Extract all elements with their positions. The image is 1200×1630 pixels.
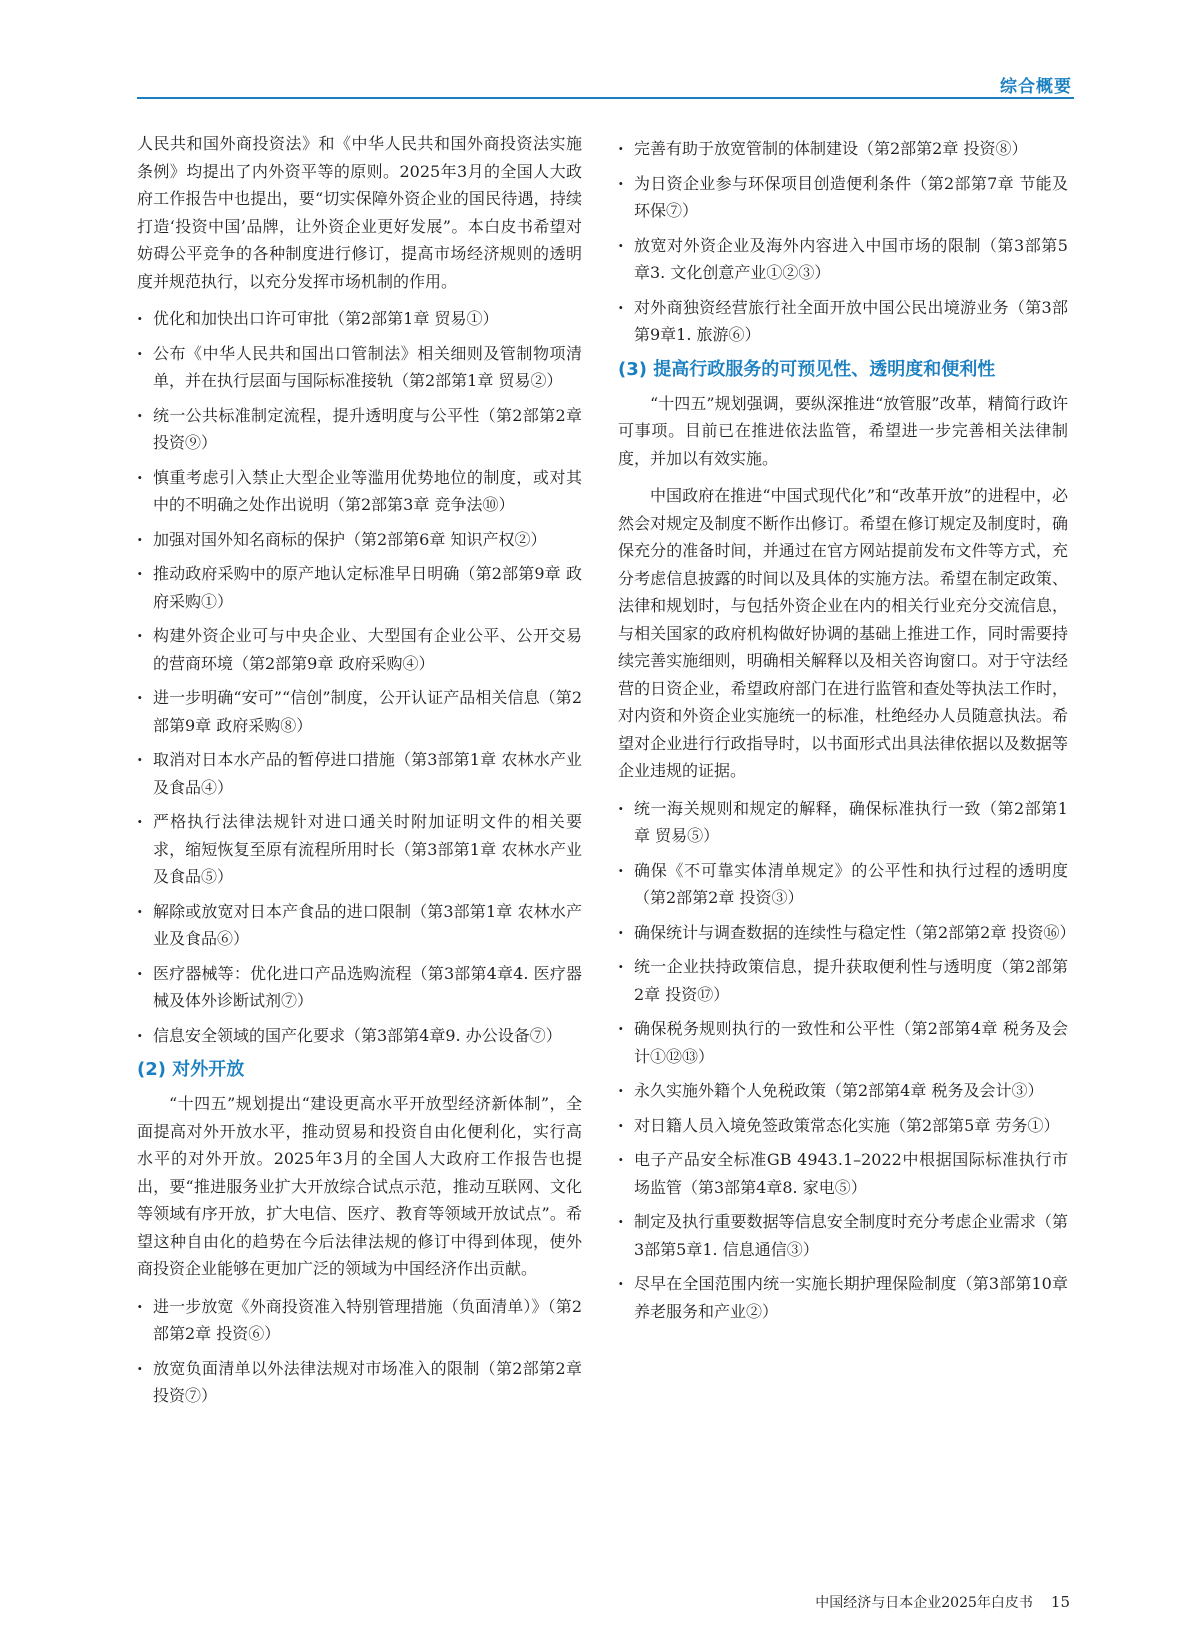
left-bullet-list (137, 305, 582, 1049)
list-item: · 公布《中华人民共和国出口管制法》相关细则及管制物项清单，并在执行层面与国际标准接轨（第2部第1章 贸易②） (137, 340, 582, 395)
list-item: · 确保统计与调查数据的连续性与稳定性（第2部第2章 投资⑯） (618, 919, 1068, 947)
list-item: · 电子产品安全标准GB 4943.1–2022中根据国际标准执行市场监管（第3部第4章8. 家电⑤） (618, 1146, 1068, 1201)
list-item: · 确保税务规则执行的一致性和公平性（第2部第4章 税务及会计①⑫⑬） (618, 1015, 1068, 1070)
header-divider (137, 97, 1074, 99)
list-item: · 构建外资企业可与中央企业、大型国有企业公平、公开交易的营商环境（第2部第9章 政府采购④） (137, 622, 582, 677)
page-footer (815, 1592, 1070, 1612)
intro-paragraph: 人民共和国外商投资法》和《中华人民共和国外商投资法实施条例》均提出了内外资平等的原则。2025年3月的全国人大政府工作报告中也提出，要“切实保障外资企业的国民待遇，持续打造‘投资中国’品牌，让外资企业更好发展”。本白皮书希望对妨碍公平竞争的各种制度进行修订，提高市场经济规则的透明度并规范执行，以充分发挥市场机制的作用。 (137, 134, 582, 291)
section-header-title: 综合概要 (1000, 77, 1072, 97)
section-heading-admin-services: (3) 提高行政服务的可预见性、透明度和便利性 (618, 358, 996, 380)
section-paragraph: 中国政府在推进“中国式现代化”和“改革开放”的进程中，必然会对规定及制度不断作出修订。希望在修订规定及制度时，确保充分的准备时间，并通过在官方网站提前发布文件等方式，充分考虑信息披露的时间以及具体的实施方法。希望在制定政策、法律和规划时，与包括外资企业在内的相关行业充分交流信息，与相关国家的政府机构做好协调的基础上推进工作，同时需要持续完善实施细则，明确相关解释以及相关咨询窗口。对于守法经营的日资企业，希望政府部门在进行监管和查处等执法工作时，对内资和外资企业实施统一的标准，杜绝经办人员随意执法。希望对企业进行行政指导时，以书面形式出具法律依据以及数据等企业违规的证据。 (618, 486, 1068, 780)
right-top-bullet-list (618, 135, 1068, 349)
list-item: · 统一企业扶持政策信息，提升获取便利性与透明度（第2部第2章 投资⑰） (618, 953, 1068, 1008)
list-item: · 进一步明确“安可”“信创”制度，公开认证产品相关信息（第2部第9章 政府采购⑧） (137, 684, 582, 739)
list-item: · 统一海关规则和规定的解释，确保标准执行一致（第2部第1章 贸易⑤） (618, 795, 1068, 850)
list-item: · 确保《不可靠实体清单规定》的公平性和执行过程的透明度（第2部第2章 投资③） (618, 857, 1068, 912)
list-item: · 永久实施外籍个人免税政策（第2部第4章 税务及会计③） (618, 1077, 1068, 1105)
list-item: · 制定及执行重要数据等信息安全制度时充分考虑企业需求（第3部第5章1. 信息通信③） (618, 1208, 1068, 1263)
list-item: · 对日籍人员入境免签政策常态化实施（第2部第5章 劳务①） (618, 1112, 1068, 1140)
list-item: · 完善有助于放宽管制的体制建设（第2部第2章 投资⑧） (618, 135, 1068, 163)
list-item: · 为日资企业参与环保项目创造便利条件（第2部第7章 节能及环保⑦） (618, 170, 1068, 225)
section3-bullet-list (618, 795, 1076, 1326)
list-item: · 医疗器械等：优化进口产品选购流程（第3部第4章4. 医疗器械及体外诊断试剂⑦） (137, 960, 582, 1015)
page-number: 15 (1050, 1593, 1070, 1611)
list-item: · 推动政府采购中的原产地认定标准早日明确（第2部第9章 政府采购①） (137, 560, 582, 615)
list-item: · 取消对日本水产品的暂停进口措施（第3部第1章 农林水产业及食品④） (137, 746, 582, 801)
publication-title: 中国经济与日本企业2025年白皮书 (815, 1595, 1033, 1611)
list-item: · 解除或放宽对日本产食品的进口限制（第3部第1章 农林水产业及食品⑥） (137, 898, 582, 953)
list-item: · 统一公共标准制定流程，提升透明度与公平性（第2部第2章 投资⑨） (137, 402, 582, 457)
list-item: · 对外商独资经营旅行社全面开放中国公民出境游业务（第3部第9章1. 旅游⑥） (618, 294, 1068, 349)
list-item: · 尽早在全国范围内统一实施长期护理保险制度（第3部第10章 养老服务和产业②） (618, 1270, 1068, 1325)
section2-bullet-list (137, 1293, 582, 1410)
list-item: · 信息安全领域的国产化要求（第3部第4章9. 办公设备⑦） (137, 1022, 582, 1050)
list-item: · 进一步放宽《外商投资准入特别管理措施（负面清单）》（第2部第2章 投资⑥） (137, 1293, 582, 1348)
list-item: · 加强对国外知名商标的保护（第2部第6章 知识产权②） (137, 526, 582, 554)
left-column (137, 130, 582, 1417)
list-item: · 放宽对外资企业及海外内容进入中国市场的限制（第3部第5章3. 文化创意产业①②③） (618, 232, 1068, 287)
list-item: · 优化和加快出口许可审批（第2部第1章 贸易①） (137, 305, 582, 333)
right-column (618, 135, 1076, 1332)
section-heading-opening-up: (2) 对外开放 (137, 1059, 245, 1080)
list-item: · 慎重考虑引入禁止大型企业等滥用优势地位的制度，或对其中的不明确之处作出说明（第2部第3章 竞争法⑩） (137, 464, 582, 519)
list-item: · 严格执行法律法规针对进口通关时附加证明文件的相关要求，缩短恢复至原有流程所用时长（第3部第1章 农林水产业及食品⑤） (137, 808, 582, 891)
section-paragraph: “十四五”规划强调，要纵深推进“放管服”改革，精简行政许可事项。目前已在推进依法监管，希望进一步完善相关法律制度，并加以有效实施。 (618, 393, 1068, 468)
section-paragraph: “十四五”规划提出“建设更高水平开放型经济新体制”，全面提高对外开放水平，推动贸易和投资自由化便利化，实行高水平的对外开放。2025年3月的全国人大政府工作报告也提出，要“推进服务业扩大开放综合试点示范，推动互联网、文化等领域有序开放，扩大电信、医疗、教育等领域开放试点”。希望这种自由化的趋势在今后法律法规的修订中得到体现，使外商投资企业能够在更加广泛的领域为中国经济作出贡献。 (137, 1094, 582, 1278)
list-item: · 放宽负面清单以外法律法规对市场准入的限制（第2部第2章 投资⑦） (137, 1355, 582, 1410)
